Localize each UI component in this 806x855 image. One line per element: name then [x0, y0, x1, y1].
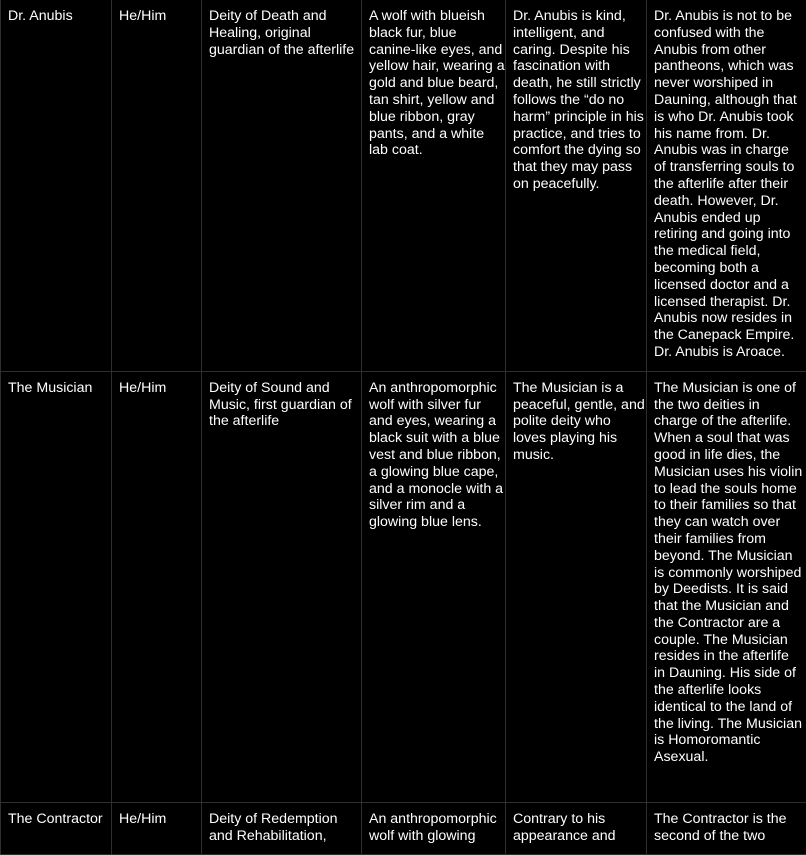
deity-personality: Dr. Anubis is kind, intelligent, and caring. Despite his fascination with death, he still strictly follows the “do no harm” principle in his practice, and tries to comfort the dying so that they may pass on peacefully. — [506, 0, 647, 371]
deity-background: The Musician is one of the two deities in charge of the afterlife. When a soul that was good in life dies, the Musician uses his violin to lead the souls home to their families so that they can watch over their families from beyond. The Musician is commonly worshiped by Deedists. It is said that the Musician and the Contractor are a couple. The Musician resides in the afterlife in Dauning. His side of the afterlife looks identical to the land of the living. The Musician is Homoromantic Asexual. — [647, 371, 806, 802]
deity-role: Deity of Redemption and Rehabilitation, — [202, 802, 362, 855]
deity-appearance: An anthropomorphic wolf with silver fur and eyes, wearing a black suit with a blue vest and blue ribbon, a glowing blue cape, and a monocle with a silver rim and a glowing blue lens. — [362, 371, 506, 802]
deity-personality: The Musician is a peaceful, gentle, and polite deity who loves playing his music. — [506, 371, 647, 802]
deity-role: Deity of Death and Healing, original guardian of the afterlife — [202, 0, 362, 371]
deity-pronouns: He/Him — [112, 802, 202, 855]
table-row — [1, 0, 806, 371]
deity-appearance: A wolf with blueish black fur, blue canine-like eyes, and yellow hair, wearing a gold and blue beard, tan shirt, yellow and blue ribbon, gray pants, and a white lab coat. — [362, 0, 506, 371]
deity-name: Dr. Anubis — [1, 0, 112, 371]
deity-appearance: An anthropomorphic wolf with glowing — [362, 802, 506, 855]
table-row — [1, 371, 806, 802]
deity-personality: Contrary to his appearance and — [506, 802, 647, 855]
table-row — [1, 802, 806, 855]
deity-pronouns: He/Him — [112, 0, 202, 371]
deity-background: Dr. Anubis is not to be confused with the Anubis from other pantheons, which was never worshiped in Dauning, although that is who Dr. Anubis took his name from. Dr. Anubis was in charge of transferring souls to the afterlife after their death. However, Dr. Anubis ended up retiring and going into the medical field, becoming both a licensed doctor and a licensed therapist. Dr. Anubis now resides in the Canepack Empire. Dr. Anubis is Aroace. — [647, 0, 806, 371]
deity-name: The Contractor — [1, 802, 112, 855]
deity-name: The Musician — [1, 371, 112, 802]
deity-background: The Contractor is the second of the two — [647, 802, 806, 855]
deity-pronouns: He/Him — [112, 371, 202, 802]
deity-role: Deity of Sound and Music, first guardian of the afterlife — [202, 371, 362, 802]
